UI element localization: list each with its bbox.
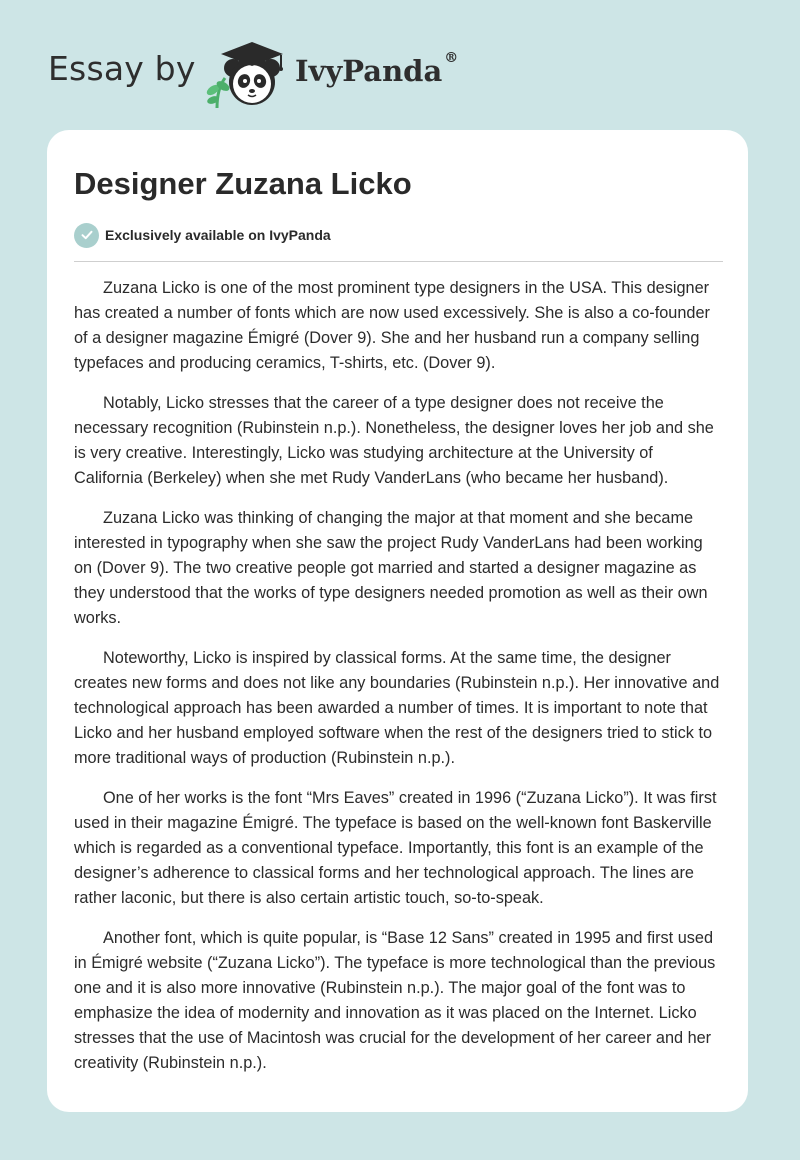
article-body — [74, 276, 725, 1091]
paragraph: Notably, Licko stresses that the career of a type designer does not receive the necessary recognition (Rubinstein n.p.). Nonetheless, the designer loves her job and she is very creative. Interestingly, Licko was studying architecture at the University of California (Berkeley) when she met Rudy VanderLans (who became her husband). — [74, 394, 714, 487]
brand-name: IvyPanda ® — [295, 50, 459, 88]
article-title: Designer Zuzana Licko — [74, 166, 412, 201]
paragraph: Zuzana Licko is one of the most prominent type designers in the USA. This designer has created a number of fonts which are now used excessively. She is also a co-founder of a designer magazine Émigré (Dover 9). She and her husband run a company selling typefaces and producing ceramics, T-shirts, etc. (Dover 9). — [74, 279, 710, 372]
site-header-brand[interactable] — [48, 30, 508, 110]
article-card — [47, 130, 748, 1112]
divider — [74, 261, 723, 262]
paragraph: Another font, which is quite popular, is “Base 12 Sans” created in 1995 and first used in Émigré website (“Zuzana Licko”). The typeface is more technological than the previous one and it is also more innovative (Rubinstein n.p.). The major goal of the font was to emphasize the idea of modernity and innovation as it was placed on the Internet. Licko stresses that the use of Macintosh was crucial for the development of her career and her creativity (Rubinstein n.p.). — [74, 929, 716, 1072]
exclusive-badge — [74, 222, 331, 248]
registered-mark: ® — [444, 50, 459, 66]
check-circle-icon — [74, 223, 99, 248]
paragraph: Zuzana Licko was thinking of changing the major at that moment and she became interested in typography when she saw the project Rudy VanderLans had been working on (Dover 9). The two creative people got married and started a designer magazine as they understood that the works of type designers needed promotion as well as their own works. — [74, 509, 708, 627]
brand-prefix: Essay by — [48, 49, 196, 88]
paragraph: One of her works is the font “Mrs Eaves” created in 1996 (“Zuzana Licko”). It was first used in their magazine Émigré. The typeface is based on the well-known font Baskerville which is regarded as a conventional typeface. Importantly, this font is an example of the designer’s adherence to classical forms and her technological approach. The lines are rather laconic, but there is also certain artistic touch, so-to-speak. — [74, 789, 717, 907]
panda-logo-icon — [203, 38, 293, 110]
exclusive-label: Exclusively available on IvyPanda — [105, 227, 331, 243]
paragraph: Noteworthy, Licko is inspired by classical forms. At the same time, the designer creates new forms and does not like any boundaries (Rubinstein n.p.). Her innovative and technological approach has been awarded a number of times. It is important to note that Licko and her husband employed software when the rest of the designers tried to stick to more traditional ways of production (Rubinstein n.p.). — [74, 649, 720, 767]
